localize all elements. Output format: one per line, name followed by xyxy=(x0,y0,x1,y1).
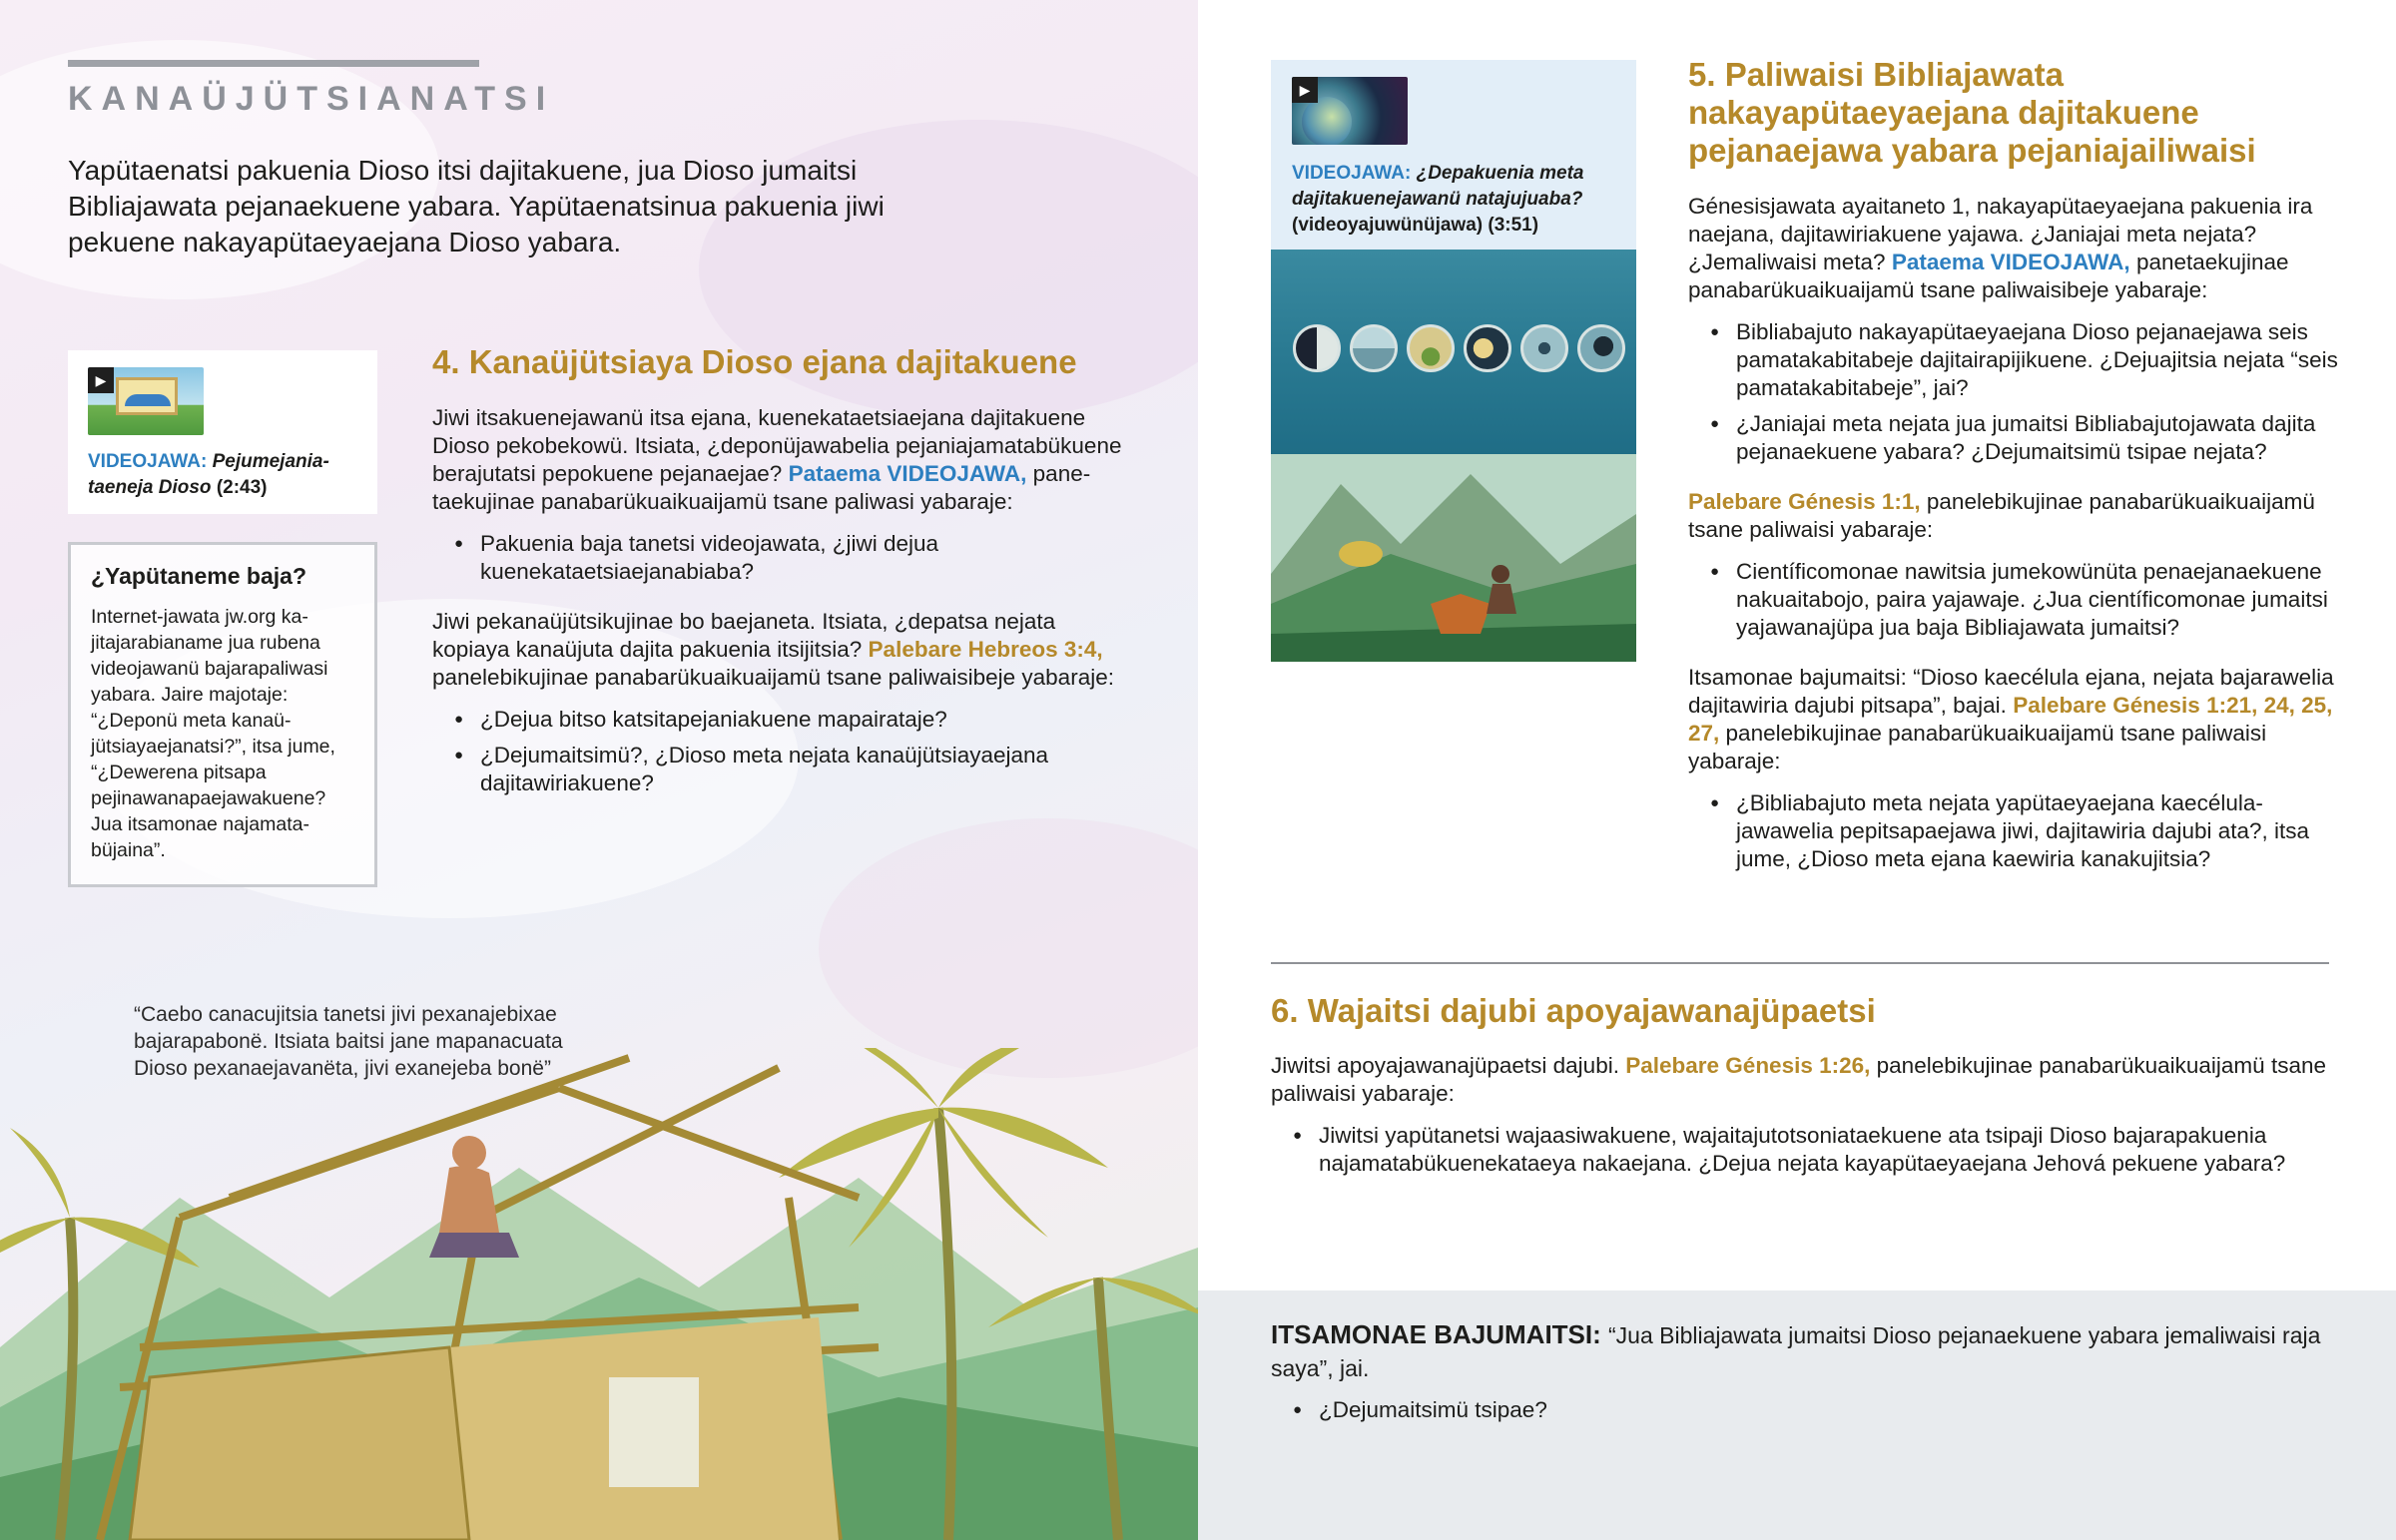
intro-paragraph: Yapütaenatsi pakuenia Dioso itsi dajitakuene, jua Dioso jumaitsi Bibliajawata pejanaekuene yabara. Yapütaenatsinua pakuenia jiwi pekuene nakayapütaeyaejana Dioso yabara. xyxy=(68,155,885,257)
illustration-quote: “Caebo canacujitsia tanetsi jivi pexanajebixae bajarapabonë. Itsiata baitsi jane mapanacuata Dioso pexanaejavanëta, jivi exanejeba bonë” xyxy=(134,1003,563,1080)
paragraph-text: panetaekujinae panabarükuaikuaijamü tsane paliwaisibeje yabaraje: xyxy=(1688,250,2289,302)
video-duration: (2:43) xyxy=(216,477,268,498)
video-caption[interactable] xyxy=(1292,161,1615,239)
section-6 xyxy=(1271,992,2329,1186)
play-icon[interactable]: ▶ xyxy=(88,367,114,393)
section-4 xyxy=(432,343,1131,805)
question-item: ● Bibliabajuto nakayapütaeyaejana Dioso pejanaejawa seis pamatakabitabeje dajitairapijikuene. ¿Dejuajitsia nejata “seis pamatakabitabeje”, jai? xyxy=(1688,318,2347,402)
paragraph-text: Itsamonae bajumaitsi: “Dioso kaecélula ejana, nejata bajarawelia dajitawiria dajubi pitsapa”, bajai. xyxy=(1688,665,2334,718)
video-thumbnail[interactable] xyxy=(1292,77,1408,145)
phase-plants-icon xyxy=(1407,324,1455,372)
some-people-say-box xyxy=(1271,1318,2329,1432)
video-caption[interactable] xyxy=(88,449,357,501)
section-5 xyxy=(1688,56,2347,881)
scripture-link-genesis-1-26[interactable]: Palebare Génesis 1:26, xyxy=(1625,1053,1871,1078)
scripture-link-hebrews[interactable]: Palebare Hebreos 3:4, xyxy=(868,637,1103,662)
scripture-link-genesis-1-1[interactable]: Palebare Génesis 1:1, xyxy=(1688,489,1921,514)
earth-thumbnail-illustration xyxy=(1302,97,1352,145)
section-5-heading: 5. Paliwaisi Bibliajawata nakayapütaeyaejana dajitakuene pejanaejawa yabara pejaniajailiwaisi xyxy=(1688,56,2256,169)
section-6-questions xyxy=(1271,1122,2329,1178)
research-sidebar xyxy=(68,542,377,887)
video-duration: (videoyajuwünüjawa) (3:51) xyxy=(1292,215,1539,236)
kicker-rule xyxy=(68,60,479,67)
question-item: ● ¿Janiajai meta nejata jua jumaitsi Bibliabajutojawata dajita pejanaekuene yabara? ¿Dejumaitsimü tsipae nejata? xyxy=(1688,410,2347,466)
phase-moon-icon xyxy=(1464,324,1511,372)
section-5-questions-3 xyxy=(1688,789,2347,873)
thumbnail-illustration xyxy=(116,377,178,415)
section-5-paragraph-2 xyxy=(1688,488,2347,544)
summary-questions xyxy=(1271,1396,2329,1424)
section-6-paragraph-1 xyxy=(1271,1052,2329,1108)
paragraph-text: Jiwi itsakuenejawanü itsa ejana, kuenekataetsiaejana dajitakuene Dioso pekobekowü. Itsiata, ¿deponüjawabelia pejaniajamatabükuene berajutatsi pepokuene pejanaejae? xyxy=(432,405,1122,486)
question-item: ● Científicomonae nawitsia jumekowünüta penaejanaekuene nakuaitabojo, paira yajawaje. ¿Jua científicomonae jumaitsi yajawanajüpa jua baja Bibliajawata jumaitsi? xyxy=(1688,558,2347,642)
right-page xyxy=(1198,0,2396,1540)
play-icon[interactable]: ▶ xyxy=(1292,77,1318,103)
watch-video-link[interactable]: Pataema VIDEOJAWA, xyxy=(788,461,1027,486)
summary-statement xyxy=(1271,1318,2329,1384)
phase-sky-water-icon xyxy=(1350,324,1398,372)
paragraph-text: Génesisjawata ayaitaneto 1, nakayapütaeyaejana pakuenia ira naejana, dajitawiriakuene yajawa. ¿Janiajai meta nejata? ¿Jemaliwaisi meta? xyxy=(1688,194,2313,274)
section-4-heading: 4. Kanaüjütsiaya Dioso ejana dajitakuene xyxy=(432,343,1077,380)
creation-phases-band xyxy=(1271,250,1636,454)
watch-video-link[interactable]: Pataema VIDEOJAWA, xyxy=(1891,250,2130,274)
video-thumbnail[interactable] xyxy=(88,367,204,435)
video-card-earth[interactable] xyxy=(1271,60,1636,250)
scripture-link-genesis-1-21[interactable]: Palebare Génesis 1:21, 24, 25, 27, xyxy=(1688,693,2333,746)
house-building-illustration xyxy=(0,1048,1198,1540)
section-4-paragraph-1 xyxy=(432,404,1131,516)
background-cloud xyxy=(819,818,1198,1078)
phase-birds-fish-icon xyxy=(1520,324,1568,372)
phase-human-icon xyxy=(1577,324,1625,372)
summary-text: “Jua Bibliajawata jumaitsi Dioso pejanaekuene yabara jemaliwaisi raja saya”, jai. xyxy=(1271,1322,2321,1381)
section-4-questions-2 xyxy=(432,706,1131,797)
question-item: ● ¿Bibliabajuto meta nejata yapütaeyaejana kaecélulajawawelia pepitsapaejawa jiwi, dajitawiria dajubi ata?, itsa jume, ¿Dioso meta ejana kaewiria kanakujitsia? xyxy=(1688,789,2347,873)
paragraph-text: Jiwi pekanaüjütsikujinae bo baejaneta. Itsiata, ¿depatsa nejata kopiaya kanaüjuta dajita pakuenia itsijitsia? xyxy=(432,609,1056,662)
paragraph-text: panelebikujinae panabarükuaikuaijamü tsane paliwaisi yabaraje: xyxy=(1688,721,2267,773)
video-title[interactable]: ¿Depakuenia meta dajitakuenejawanü natajujuaba? xyxy=(1292,163,1584,210)
question-item: ● ¿Dejua bitso katsitapejaniakuene mapairataje? xyxy=(432,706,1131,734)
section-4-questions-1 xyxy=(432,530,1131,586)
question-item: ● ¿Dejumaitsimü?, ¿Dioso meta nejata kanaüjütsiayaejana dajitawiriakuene? xyxy=(432,742,1131,797)
section-4-paragraph-2 xyxy=(432,608,1131,692)
sidebar-text: Internet-jawata jw.org kajitajarabianame jua rubena videojawanü bajarapaliwasi yabara. Jaire majotaje: “¿Deponü meta kanaüjütsiayaejanatsi?”, itsa jume, “¿Dewerena pitsapa pejinawanapaejawakuene? Jua itsamonae najamatabüjaina”. xyxy=(91,606,335,861)
section-6-heading: 6. Wajaitsi dajubi apoyajawanajüpaetsi xyxy=(1271,992,1876,1029)
section-5-questions-2 xyxy=(1688,558,2347,642)
section-5-questions-1 xyxy=(1688,318,2347,466)
summary-label: ITSAMONAE BAJUMAITSI: xyxy=(1271,1319,1601,1349)
section-5-paragraph-1 xyxy=(1688,193,2347,304)
question-item: ● Jiwitsi yapütanetsi wajaasiwakuene, wajaitajutotsoniataekuene ata tsipaji Dioso bajarapakuenia najamatabükuenekataeya nakaejana. ¿Dejua nejata kayapütaeyaejana Jehová pekuene yabara? xyxy=(1271,1122,2329,1178)
question-item: ● Pakuenia baja tanetsi videojawata, ¿jiwi dejua kuenekataetsiaejanabiaba? xyxy=(432,530,1131,586)
paragraph-text: panetaekujinae panabarükuaikuaijamü tsane paliwasi yabaraje: xyxy=(432,461,1091,514)
kicker-title: KANAÜJÜTSIANATSI xyxy=(68,80,555,118)
sidebar-title: ¿Yapütaneme baja? xyxy=(91,563,307,589)
paragraph-text: Jiwitsi apoyajawanajüpaetsi dajubi. xyxy=(1271,1053,1619,1078)
section-divider xyxy=(1271,962,2329,964)
video-card-creation[interactable] xyxy=(68,350,377,514)
landscape-animals-illustration xyxy=(1271,454,1636,662)
creation-days-illustration xyxy=(1271,250,1636,662)
paragraph-text: panelebikujinae panabarükuaikuaijamü tsane paliwaisi yabaraje: xyxy=(1271,1053,2326,1106)
paragraph-text: panelebikujinae panabarükuaikuaijamü tsane paliwaisi yabaraje: xyxy=(1688,489,2315,542)
video-label: VIDEOJAWA: xyxy=(1292,163,1412,184)
question-item: ● ¿Dejumaitsimü tsipae? xyxy=(1271,1396,2329,1424)
video-title[interactable]: Pejumejaniataeneja Dioso xyxy=(88,451,329,498)
video-label: VIDEOJAWA: xyxy=(88,451,208,472)
paragraph-text: panelebikujinae panabarükuaikuaijamü tsane paliwaisibeje yabaraje: xyxy=(432,665,1114,690)
phase-light-dark-icon xyxy=(1293,324,1341,372)
section-5-paragraph-3 xyxy=(1688,664,2347,775)
